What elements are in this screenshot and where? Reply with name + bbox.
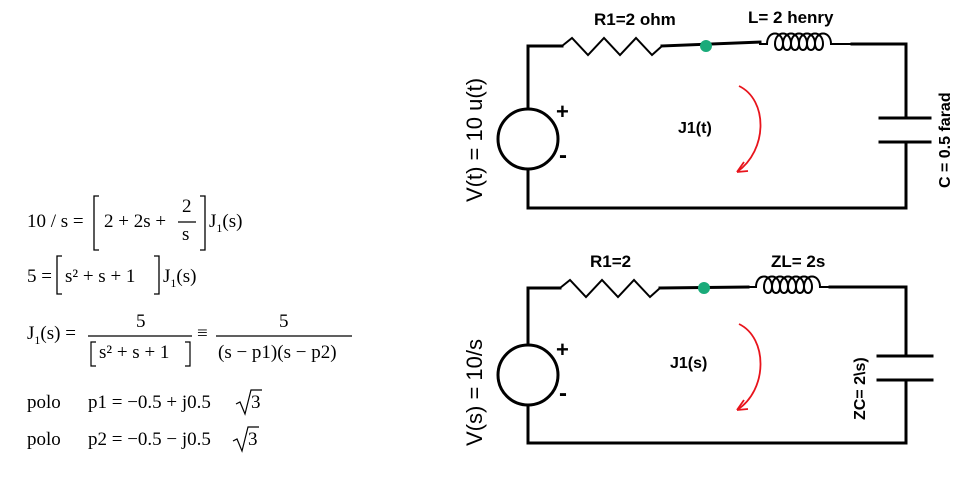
top-source-label: V(t) = 10 u(t): [462, 77, 487, 202]
bottom-right-wire: [830, 287, 906, 356]
eq2-rhs: $J_1(s)$: [163, 266, 197, 290]
bottom-bottom-wire: [528, 380, 906, 443]
pole1-root: 3: [251, 392, 261, 413]
bottom-source-label: V(s) = 10/s: [462, 339, 487, 446]
bottom-node-dot: [698, 282, 710, 294]
top-resistor-label: R1=2 ohm: [594, 10, 676, 29]
bottom-inductor-label: ZL= 2s: [771, 252, 826, 271]
eq3-frac1-num: 5: [136, 311, 146, 332]
top-current-label: J1(t): [678, 120, 712, 137]
bottom-voltage-source: [498, 345, 558, 405]
eq3-lhs: $J_1(s)$ =: [27, 323, 76, 347]
pole2-word: polo: [27, 429, 61, 450]
top-plus-sign: +: [556, 99, 569, 124]
top-inductor-label: L= 2 henry: [748, 8, 834, 27]
eq3-equiv: ≡: [197, 323, 208, 344]
bottom-current-arrow: [737, 324, 761, 410]
eq1-frac-num: 2: [182, 196, 192, 217]
bottom-minus-sign: -: [559, 380, 567, 407]
bottom-inductor: [748, 277, 830, 294]
eq3-frac2-num: 5: [279, 311, 289, 332]
eq1-frac-den: s: [182, 224, 190, 245]
bottom-plus-sign: +: [556, 337, 569, 362]
eq1-lhs: 10 / s =: [27, 211, 84, 232]
eq3-frac1-den: s² + s + 1: [99, 342, 170, 363]
pole2-expr: p2 = −0.5 − j0.5: [88, 429, 211, 450]
bottom-capacitor-label: ZC= 2\s): [852, 357, 869, 420]
eq3-frac2-den: (s − p1)(s − p2): [218, 342, 337, 363]
eq2-lhs: 5 =: [27, 266, 52, 287]
bottom-resistor: [560, 280, 660, 297]
bottom-resistor-label: R1=2: [590, 252, 632, 271]
top-capacitor-label: C = 0.5 farad: [937, 92, 954, 188]
pole1-word: polo: [27, 392, 61, 413]
eq1-inner: 2 + 2s +: [104, 211, 167, 232]
eq1-rhs: $J_1(s)$: [209, 211, 243, 235]
eq2-inner: s² + s + 1: [65, 266, 136, 287]
pole2-root: 3: [248, 429, 258, 450]
bottom-current-label: J1(s): [670, 355, 708, 372]
pole1-expr: p1 = −0.5 + j0.5: [88, 392, 211, 413]
top-minus-sign: -: [559, 142, 567, 169]
